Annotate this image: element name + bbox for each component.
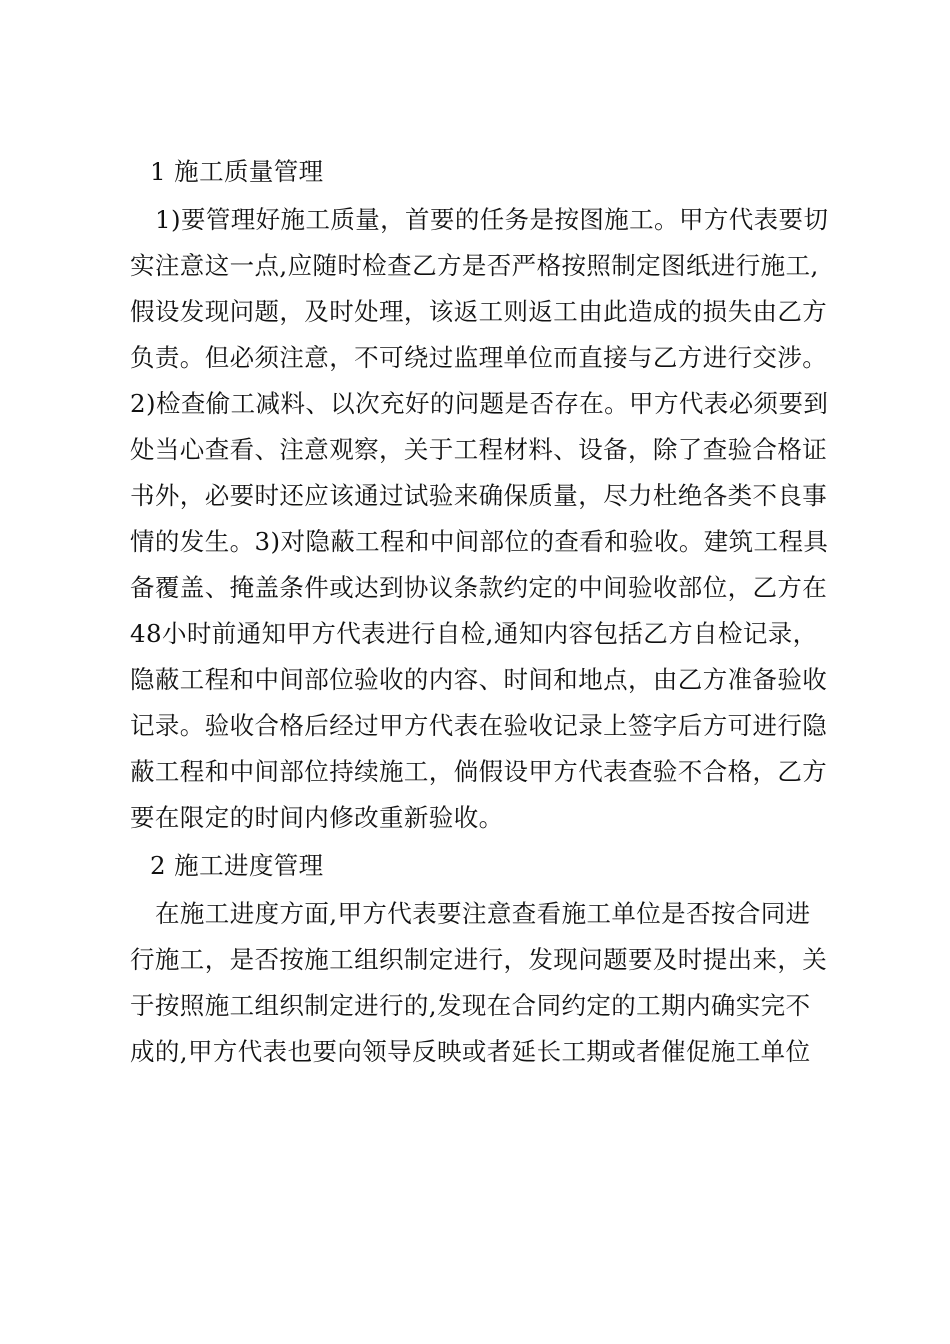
paragraph-line: 假设发现问题，及时处理，该返工则返工由此造成的损失由乙方 xyxy=(130,297,828,326)
paragraph-line: 行施工，是否按施工组织制定进行，发现问题要及时提出来，关 xyxy=(130,945,828,974)
section-heading-quality: 1 施工质量管理 xyxy=(150,157,324,186)
paragraph-line: 48小时前通知甲方代表进行自检,通知内容包括乙方自检记录， xyxy=(130,619,818,648)
paragraph-line: 成的,甲方代表也要向领导反映或者延长工期或者催促施工单位 xyxy=(130,1037,811,1066)
paragraph-line: 隐蔽工程和中间部位验收的内容、时间和地点，由乙方准备验收 xyxy=(130,665,828,694)
paragraph-line: 处当心查看、注意观察，关于工程材料、设备，除了查验合格证 xyxy=(130,435,828,464)
paragraph-line: 记录。验收合格后经过甲方代表在验收记录上签字后方可进行隐 xyxy=(130,711,828,740)
paragraph-line: 1)要管理好施工质量，首要的任务是按图施工。甲方代表要切 xyxy=(155,205,829,234)
paragraph-line: 负责。但必须注意，不可绕过监理单位而直接与乙方进行交涉。 xyxy=(130,343,828,372)
paragraph-line: 要在限定的时间内修改重新验收。 xyxy=(130,803,504,832)
paragraph-line: 2)检查偷工减料、以次充好的问题是否存在。甲方代表必须要到 xyxy=(130,389,829,418)
paragraph-line: 蔽工程和中间部位持续施工，倘假设甲方代表查验不合格，乙方 xyxy=(130,757,828,786)
paragraph-line: 在施工进度方面,甲方代表要注意查看施工单位是否按合同进 xyxy=(155,899,811,928)
paragraph-line: 备覆盖、掩盖条件或达到协议条款约定的中间验收部位，乙方在 xyxy=(130,573,828,602)
section-heading-progress: 2 施工进度管理 xyxy=(150,851,324,880)
paragraph-line: 书外，必要时还应该通过试验来确保质量，尽力杜绝各类不良事 xyxy=(130,481,828,510)
paragraph-line: 情的发生。3)对隐蔽工程和中间部位的查看和验收。建筑工程具 xyxy=(130,527,829,556)
paragraph-line: 实注意这一点,应随时检查乙方是否严格按照制定图纸进行施工, xyxy=(130,251,819,280)
paragraph-line: 于按照施工组织制定进行的,发现在合同约定的工期内确实完不 xyxy=(130,991,811,1020)
